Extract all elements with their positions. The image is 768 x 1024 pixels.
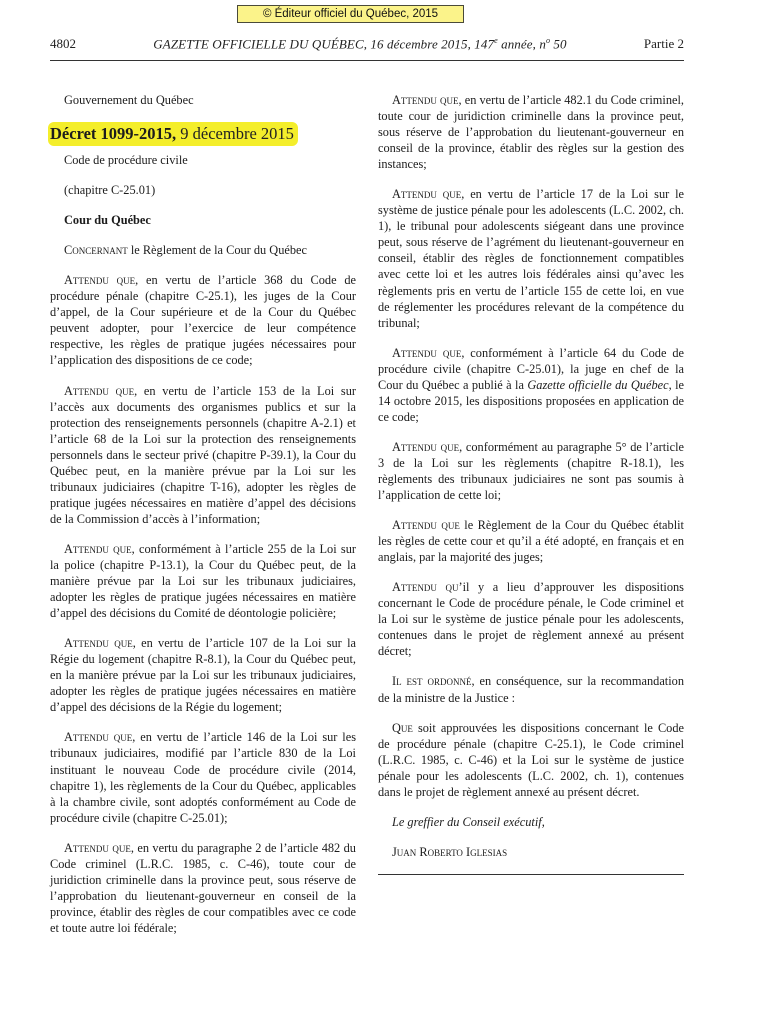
- gazette-title: GAZETTE OFFICIELLE DU QUÉBEC, 16 décembre 2015, 147e année, $n^o$ 50: [153, 36, 567, 52]
- page-number: 4802: [50, 36, 76, 52]
- right-column: [378, 92, 684, 875]
- code-title-line2: (chapitre C-25.01): [64, 183, 156, 198]
- order-paragraph: Il est ordonné, en conséquence, sur la recommandation de la ministre de la Justice :: [378, 674, 684, 705]
- whereas-paragraph: Attendu que, en vertu de l’article 368 du Code de procédure pénale (chapitre C-25.1), les juges de la Cour d’appel, de la Cour supérieure et de la Cour du Québec peuvent adopter, pour l’exercice de leur compétence respective, les règles de pratique jugées nécessaires pour l’application des dispositions de ce code;: [50, 273, 356, 368]
- whereas-paragraph: Attendu que, conformément à l’article 64 du Code de procédure civile (chapitre C-25.01), la juge en chef de la Cour du Québec a publié à la Gazette officielle du Québec, le 14 octobre 2015, les dispositions proposées en application de ce code;: [378, 345, 685, 424]
- left-column: [50, 92, 356, 950]
- government-label: Gouvernement du Québec: [64, 93, 194, 107]
- whereas-paragraph: Attendu que, conformément au paragraphe 5° de l’article 3 de la Loi sur les règlements (chapitre R-18.1), les règlements des tribunaux judiciaires ne sont pas soumis à l’application de cette loi;: [378, 439, 684, 503]
- copyright-banner: © Éditeur officiel du Québec, 2015: [237, 5, 464, 23]
- left-paragraphs: [50, 272, 356, 936]
- whereas-paragraph: Attendu que le Règlement de la Cour du Québec établit les règles de cette cour et qu’il a été adopté, en français et en anglais, par la majorité des juges;: [378, 518, 684, 565]
- signature-rule: [378, 874, 684, 875]
- whereas-paragraph: Attendu que, en vertu de l’article 17 de la Loi sur le système de justice pénale pour les adolescents (L.C. 2002, ch. 1), le tribunal pour adolescents siégeant dans une province peut, sous réserve de l’agrément du lieutenant-gouverneur en conseil, établir des règles de fonctionnement compatibles avec cette loi et les autres lois fédérales ainsi qu’avec les règlements pris en vertu de l’article 155 de cette loi, en vue de réglementer les procédures relevant de la compétence du tribunal;: [378, 187, 684, 330]
- code-title-line1: Code de procédure civile: [64, 153, 188, 168]
- signature-role: Le greffier du Conseil exécutif,: [392, 814, 545, 829]
- header-rule: [50, 60, 684, 61]
- whereas-paragraph: Attendu que, en vertu du paragraphe 2 de l’article 482 du Code criminel (L.R.C. 1985, c. C-46), toute cour de juridiction criminelle dans la province peut, sous réserve de l’approbation du lieutenant-gouverneur en conseil de la province, établir des règles de cour compatibles avec ce code et toute autre loi fédérale;: [50, 840, 356, 935]
- court-title: Cour du Québec: [64, 213, 151, 228]
- running-header: [50, 36, 684, 52]
- decree-heading: Décret 1099-2015, 9 décembre 2015: [48, 122, 298, 146]
- signature-name: Juan Roberto Iglesias: [392, 844, 508, 859]
- whereas-paragraph: Attendu que, en vertu de l’article 107 de la Loi sur la Régie du logement (chapitre R-8.1), la Cour du Québec peut, en la manière prévue par la Loi sur les tribunaux judiciaires, adopter les règles de pratique jugées nécessaires en matière d’appel des décisions de la Régie du logement;: [50, 636, 356, 715]
- concerning-paragraph: Concernant le Règlement de la Cour du Québec: [64, 243, 308, 258]
- whereas-paragraph: Attendu que, conformément à l’article 255 de la Loi sur la police (chapitre P-13.1), la Cour du Québec peut, de la manière prévue par la Loi sur les tribunaux judiciaires, adopter les règles de pratique jugées nécessaires en matière d’appel des décisions du Comité de déontologie policière;: [50, 541, 356, 621]
- part-label: Partie 2: [643, 36, 684, 52]
- whereas-paragraph: Attendu qu’il y a lieu d’approuver les dispositions concernant le Code de procédure pénale, le Code criminel et la Loi sur le système de justice pénale pour les adolescents, contenues dans le projet de règlement annexé au présent décret;: [378, 580, 684, 659]
- whereas-paragraph: Attendu que, en vertu de l’article 482.1 du Code criminel, toute cour de juridiction criminelle dans la province peut, sous réserve de l’approbation du lieutenant-gouverneur en conseil de la province, établir des règles sur la gestion des instances;: [378, 93, 684, 172]
- whereas-paragraph: Attendu que, en vertu de l’article 146 de la Loi sur les tribunaux judiciaires, modifié par l’article 830 de la Loi instituant le nouveau Code de procédure civile (2014, chapitre 1), les règlements de la Cour du Québec, applicables à la chambre civile, sont adoptés conformément au Code de procédure civile (chapitre C-25.01);: [50, 730, 356, 825]
- whereas-paragraph: Attendu que, en vertu de l’article 153 de la Loi sur l’accès aux documents des organismes publics et sur la protection des renseignements personnels (chapitre A-2.1) et l’article 68 de la Loi sur la protection des renseignements personnels dans le secteur privé (chapitre P-39.1), la Cour du Québec peut, en la manière prévue par la Loi sur les tribunaux judiciaires (chapitre T-16), adopter les règles de pratique jugées nécessaires en matière d’appel des décisions de la Commission d’accès à l’information;: [50, 383, 356, 526]
- order-paragraph: Que soit approuvées les dispositions concernant le Code de procédure pénale (chapitre C-25.1), le Code criminel (L.R.C. 1985, c. C-46) et la Loi sur le système de justice pénale pour les adolescents (L.C. 2002, ch. 1), contenues dans le projet de règlement annexé au présent décret.: [378, 720, 684, 799]
